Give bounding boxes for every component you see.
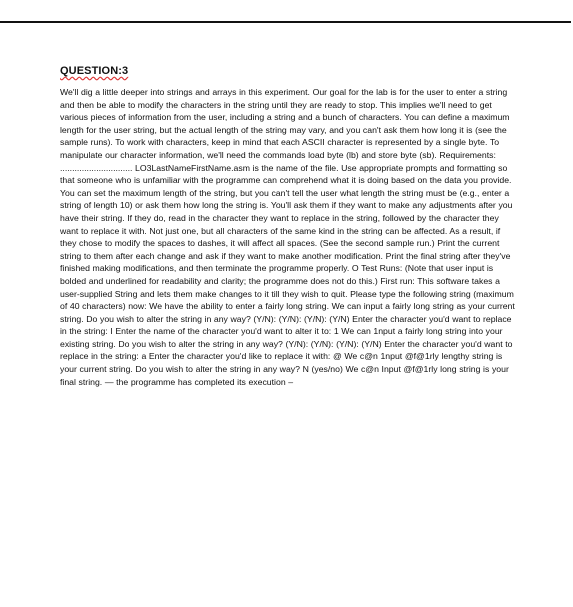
- document-content: [60, 64, 516, 388]
- page-top-rule: [0, 21, 571, 23]
- question-body-paragraph: We'll dig a little deeper into strings and arrays in this experiment. Our goal for the lab is for the user to enter a string and then be able to modify the characters in the string until they are ready to stop. This implies we'll need to get various pieces of information from the user, including a string and a bunch of characters. You can define a maximum length for the user string, but the actual length of the string may vary, and you can't ask them how long it is (see the sample runs). To work with characters, keep in mind that each ASCII character is represented by a single byte. To manipulate our character information, we'll need the commands load byte (lb) and store byte (sb). Requirements: .............................. LO3LastNameFirstName.asm is the name of the file. Use appropriate prompts and formatting so that someone who is unfamiliar with the programme can comprehend what it is doing based on the data you provide. You can set the maximum length of the string, but you can't tell the user what length the string must be (e.g., enter a string of length 10) or ask them how long the string is. You'll ask them if they want to make any adjustments after you have their string. If they do, read in the character they want to replace in the string, followed by the character they want to replace it with. Not just one, but all characters of the same kind in the string can be affected. As a result, if they chose to modify the spaces to dashes, it will affect all spaces. (See the second sample run.) Print the current string to them after each change and ask if they want to make another modification. Print the final string after they've finished making modifications, and then terminate the programme properly. O Test Runs: (Note that user input is bolded and underlined for readability and clarity; the programme does not do this.) First run: This software takes a user-supplied String and lets them make changes to it till they wish to quit. Please type the following string (maximum of 40 characters) now: We have the ability to enter a fairly long string. We can input a fairly long string as your current string. Do you wish to alter the string in any way? (Y/N): (Y/N): (Y/N): (Y/N) Enter the character you'd want to replace in the string: I Enter the name of the character you'd want to alter it to: 1 We can 1nput a fairly long string into your existing string. Do you wish to alter the string in any way? (Y/N): (Y/N): (Y/N): (Y/N) Enter the character you'd want to replace in the string: a Enter the character you'd like to replace it with: @ We c@n 1nput @f@1rly lengthy string is your current string. Do you wish to alter the string in any way? N (yes/no) We c@n Input @f@1rly long string is your final string. — the programme has completed its execution –: [60, 87, 515, 387]
- question-heading: QUESTION:3: [60, 65, 129, 77]
